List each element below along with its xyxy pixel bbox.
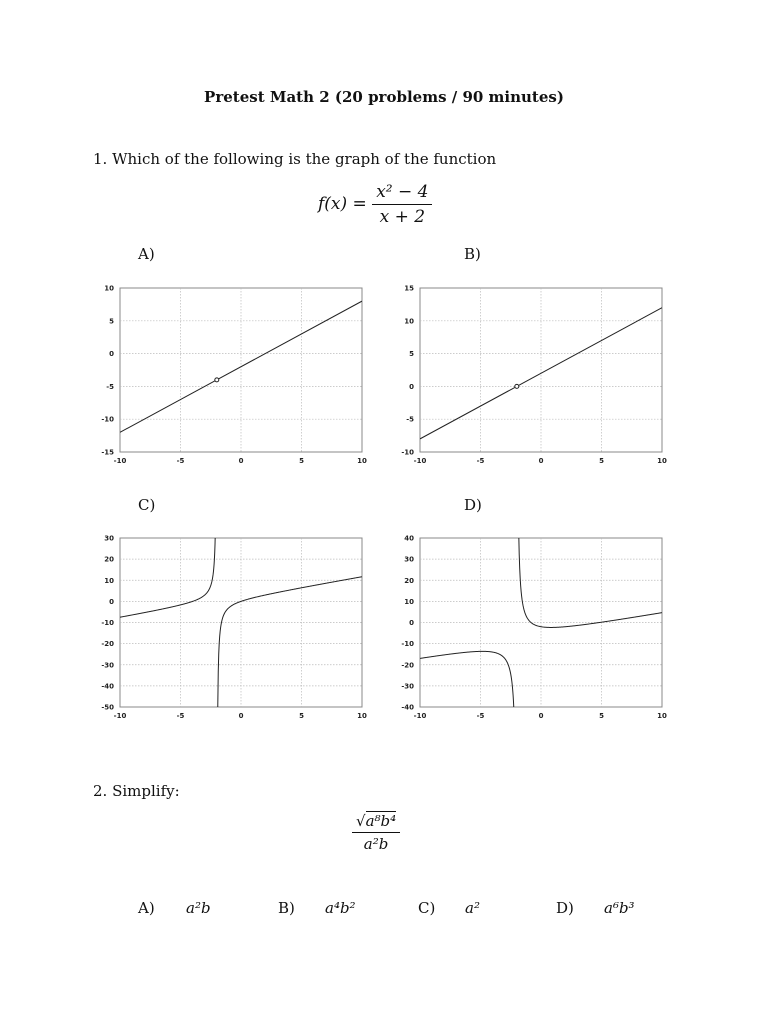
y-tick-label: -10 [401, 448, 414, 457]
answer-b-letter: B) [278, 899, 295, 917]
question-2-formula [352, 812, 400, 853]
y-tick-label: 30 [104, 534, 114, 543]
option-d-label: D) [464, 496, 482, 514]
x-tick-label: 5 [599, 712, 604, 720]
y-tick-label: -10 [101, 415, 114, 424]
question-1-formula [318, 182, 432, 227]
answer-d-letter: D) [556, 899, 574, 917]
simplify-fraction [352, 812, 400, 853]
graph-option-d [390, 532, 670, 727]
y-tick-label: 0 [109, 350, 114, 359]
y-tick-label: -15 [101, 448, 114, 457]
y-tick-label: 15 [404, 284, 414, 293]
y-tick-label: -5 [106, 382, 114, 391]
answer-b-value: a⁴b² [325, 899, 356, 917]
graph-option-b [390, 282, 670, 472]
question-1-text: 1. Which of the following is the graph of the function [93, 150, 497, 168]
y-tick-label: 20 [404, 576, 414, 585]
answer-c-letter: C) [418, 899, 436, 917]
x-tick-label: -5 [476, 712, 485, 720]
y-tick-label: -10 [401, 640, 414, 649]
answer-c-value: a² [465, 899, 480, 917]
formula-fraction [372, 182, 432, 227]
answer-a-value: a²b [186, 899, 211, 917]
x-tick-label: 0 [238, 457, 244, 465]
y-tick-label: 0 [409, 619, 414, 627]
question-2-text: 2. Simplify: [93, 782, 180, 800]
x-tick-label: -10 [113, 457, 127, 465]
option-a-label: A) [138, 245, 155, 263]
y-tick-label: 0 [109, 597, 114, 606]
y-tick-label: -20 [401, 661, 414, 670]
option-c-label: C) [138, 496, 156, 514]
radicand: a⁸b⁴ [365, 812, 397, 830]
simplify-denominator: a²b [363, 835, 389, 853]
page-title: Pretest Math 2 (20 problems / 90 minutes) [204, 88, 564, 106]
graph-option-c [90, 532, 370, 727]
x-tick-label: 0 [538, 712, 544, 720]
y-tick-label: 5 [109, 317, 114, 326]
y-tick-label: -50 [101, 703, 114, 712]
x-tick-label: -5 [176, 712, 185, 720]
x-tick-label: -10 [413, 712, 427, 720]
y-tick-label: -10 [101, 619, 114, 627]
y-tick-label: 10 [104, 284, 114, 293]
y-tick-label: 10 [104, 576, 114, 585]
y-tick-label: 10 [404, 317, 414, 326]
y-tick-label: -30 [101, 661, 114, 670]
x-tick-label: 10 [657, 712, 667, 720]
y-tick-label: 20 [104, 555, 114, 564]
x-tick-label: 10 [357, 457, 367, 465]
x-tick-label: -10 [413, 457, 427, 465]
formula-numerator: x² − 4 [372, 182, 432, 205]
formula-lhs: f(x) = [318, 194, 367, 214]
x-tick-label: 5 [299, 712, 304, 720]
x-tick-label: -10 [113, 712, 127, 720]
simplify-numerator [352, 812, 400, 833]
x-tick-label: 10 [657, 457, 667, 465]
sqrt-symbol: √ [356, 812, 366, 830]
formula-denominator: x + 2 [379, 207, 426, 227]
x-tick-label: 5 [299, 457, 304, 465]
option-b-label: B) [464, 245, 481, 263]
answer-d-value: a⁶b³ [604, 899, 635, 917]
answer-a-letter: A) [138, 899, 155, 917]
x-tick-label: 0 [238, 712, 244, 720]
y-tick-label: -40 [401, 703, 414, 712]
x-tick-label: -5 [176, 457, 185, 465]
y-tick-label: -20 [101, 640, 114, 649]
y-tick-label: -30 [401, 682, 414, 691]
y-tick-label: -40 [101, 682, 114, 691]
y-tick-label: 5 [409, 350, 414, 359]
hole-point [515, 384, 519, 388]
y-tick-label: 10 [404, 597, 414, 606]
y-tick-label: 0 [409, 382, 414, 391]
graph-option-a [90, 282, 370, 472]
x-tick-label: -5 [476, 457, 485, 465]
x-tick-label: 0 [538, 457, 544, 465]
x-tick-label: 10 [357, 712, 367, 720]
y-tick-label: -5 [406, 415, 414, 424]
x-tick-label: 5 [599, 457, 604, 465]
y-tick-label: 30 [404, 555, 414, 564]
y-tick-label: 40 [404, 534, 414, 543]
hole-point [215, 378, 219, 382]
